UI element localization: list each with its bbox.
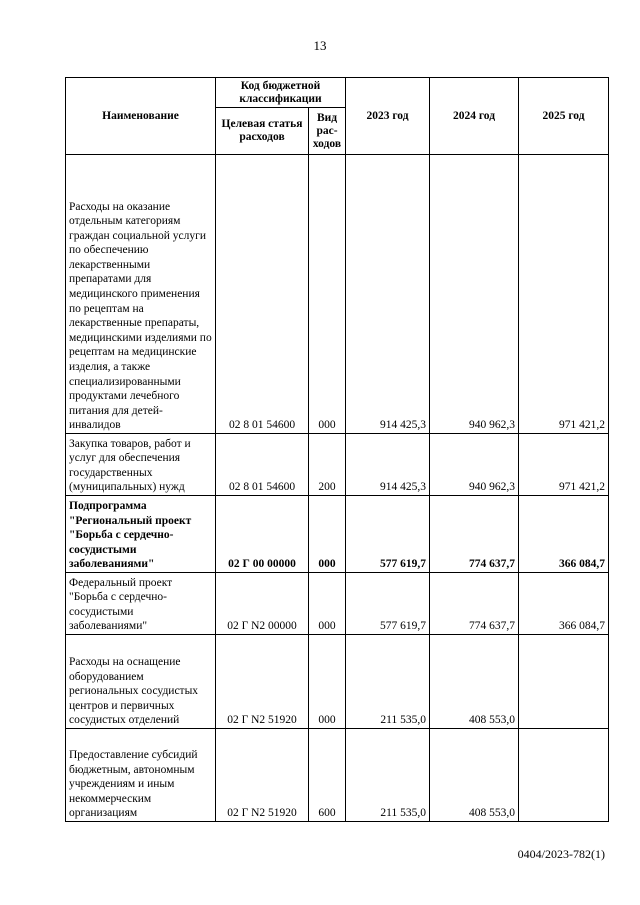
row-2023: 211 535,0 (346, 635, 430, 729)
row-code: 02 8 01 54600 (216, 155, 309, 434)
row-2023: 577 619,7 (346, 573, 430, 635)
table-row (66, 496, 609, 573)
row-2024: 774 637,7 (430, 496, 519, 573)
table-row (66, 635, 609, 729)
row-2024: 940 962,3 (430, 155, 519, 434)
row-2023: 577 619,7 (346, 496, 430, 573)
row-2024: 940 962,3 (430, 434, 519, 496)
row-code: 02 8 01 54600 (216, 434, 309, 496)
budget-table (65, 77, 609, 822)
document-code: 0404/2023-782(1) (517, 847, 605, 861)
row-name: Подпрограмма "Региональный проект "Борьба с сердечно-сосудистыми заболеваниями" (66, 496, 216, 573)
row-type: 600 (309, 729, 346, 822)
row-2025: 366 084,7 (519, 573, 609, 635)
page-number: 13 (313, 38, 327, 53)
row-code: 02 Г N2 51920 (216, 635, 309, 729)
table-row (66, 434, 609, 496)
header-expense-type: Вид рас-ходов (309, 108, 346, 155)
row-code: 02 Г N2 00000 (216, 573, 309, 635)
row-name: Федеральный проект "Борьба с сердечно-сосудистыми заболеваниями" (66, 573, 216, 635)
header-target-article: Целевая статья расходов (216, 108, 309, 155)
row-name: Предоставление субсидий бюджетным, автономным учреждениям и иным некоммерческим организациям (66, 729, 216, 822)
row-type: 000 (309, 573, 346, 635)
table-row (66, 155, 609, 434)
row-2024: 408 553,0 (430, 635, 519, 729)
row-type: 000 (309, 155, 346, 434)
header-year-2025: 2025 год (519, 78, 609, 155)
row-code: 02 Г 00 00000 (216, 496, 309, 573)
row-name: Расходы на оснащение оборудованием региональных сосудистых центров и первичных сосудистых отделений (66, 635, 216, 729)
row-2024: 408 553,0 (430, 729, 519, 822)
row-2023: 211 535,0 (346, 729, 430, 822)
row-2025: 971 421,2 (519, 155, 609, 434)
row-code: 02 Г N2 51920 (216, 729, 309, 822)
header-year-2024: 2024 год (430, 78, 519, 155)
row-2025: 971 421,2 (519, 434, 609, 496)
row-2024: 774 637,7 (430, 573, 519, 635)
row-2023: 914 425,3 (346, 155, 430, 434)
row-2025 (519, 635, 609, 729)
table-row (66, 573, 609, 635)
row-2025: 366 084,7 (519, 496, 609, 573)
row-2025 (519, 729, 609, 822)
table-row (66, 729, 609, 822)
row-name: Закупка товаров, работ и услуг для обеспечения государственных (муниципальных) нужд (66, 434, 216, 496)
row-type: 000 (309, 496, 346, 573)
header-name: Наименование (66, 78, 216, 155)
row-name: Расходы на оказание отдельным категориям граждан социальной услуги по обеспечению лекарственными препаратами для медицинского применения по рецептам на лекарственные препараты, медицинскими изделиями по рецептам на медицинские изделия, а также специализированными продуктами лечебного питания для детей-инвалидов (66, 155, 216, 434)
row-type: 000 (309, 635, 346, 729)
header-year-2023: 2023 год (346, 78, 430, 155)
row-type: 200 (309, 434, 346, 496)
row-2023: 914 425,3 (346, 434, 430, 496)
header-code-group: Код бюджетной классификации (216, 78, 346, 108)
